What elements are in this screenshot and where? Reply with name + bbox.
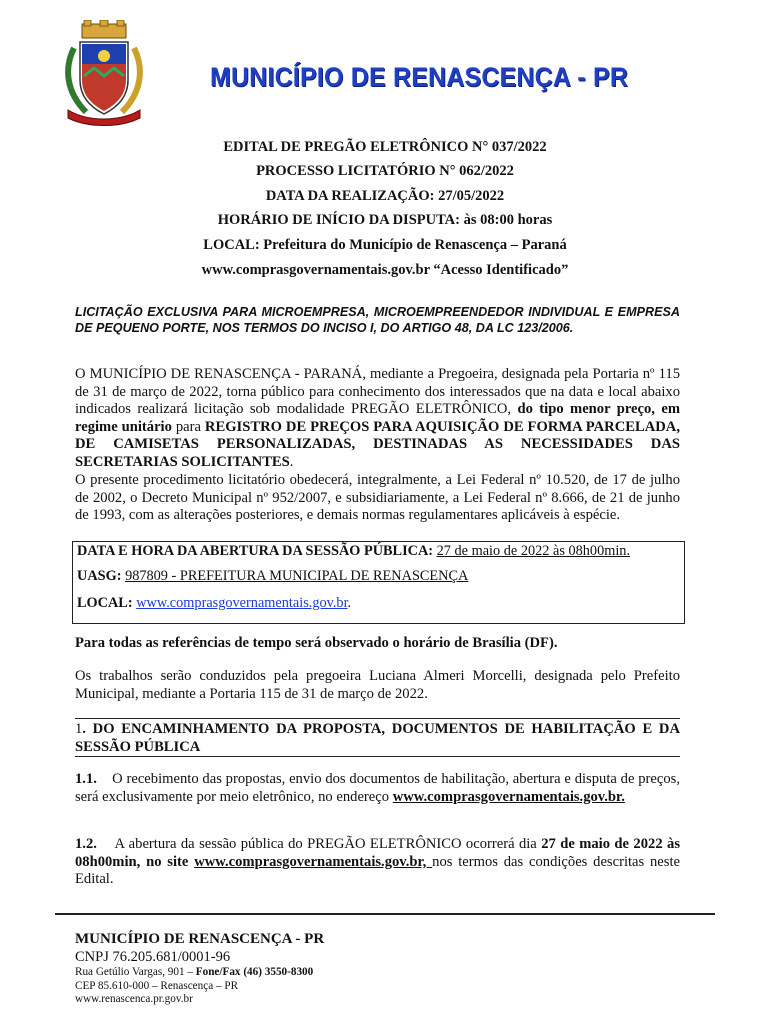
legal-basis-paragraph: O presente procedimento licitatório obedecerá, integralmente, a Lei Federal nº 10.520, de 17 de julho de 2002, o Decreto Municipal nº 952/2007, e subsidiariamente, a Lei Federal nº 8.666, de 21 de junho de 1993, com as alterações posteriores, e demais normas regulamentares aplicáveis à espécie.: [75, 472, 680, 524]
uasg-label: UASG:: [77, 568, 122, 584]
item-1-1-link[interactable]: www.comprasgovernamentais.gov.br: [392, 788, 622, 805]
footer-site: www.renascenca.pr.gov.br: [75, 993, 193, 1005]
item-1-1-suffix: .: [621, 788, 625, 805]
time-reference-note: Para todas as referências de tempo será observado o horário de Brasília (DF).: [75, 635, 558, 651]
session-local-label: LOCAL:: [77, 595, 133, 611]
item-1-1-text: O recebimento das propostas, envio dos documentos de habilitação, abertura e disputa de preços, será exclusivamente por meio eletrônico, no endereço: [75, 771, 680, 805]
intro-text-3: .: [289, 453, 294, 470]
session-local-suffix: .: [347, 595, 352, 611]
item-1-2-number: 1.2.: [75, 836, 97, 852]
session-info-box: [72, 541, 685, 624]
realization-date: DATA DA REALIZAÇÃO: 27/05/2022: [265, 188, 505, 204]
footer-phone: Fone/Fax (46) 3550-8300: [195, 966, 314, 978]
conduct-paragraph: Os trabalhos serão conduzidos pela pregoeira Luciana Almeri Morcelli, designada pelo Prefeito Municipal, mediante a Portaria 115 de 31 de março de 2022.: [75, 668, 680, 702]
letterhead: [60, 20, 680, 130]
footer-address-line: [75, 966, 575, 980]
uasg-value: 987809 - PREFEITURA MUNICIPAL DE RENASCENÇA: [125, 568, 469, 584]
item-1-2-bold: 27 de maio de 2022 às 08h00min, no site: [75, 836, 680, 870]
item-1-1: [75, 771, 680, 806]
section-1-number: 1: [75, 721, 83, 737]
municipality-banner-title: MUNICÍPIO DE RENASCENÇA - PR: [210, 62, 629, 92]
coat-of-arms-icon: [60, 20, 148, 128]
footer: [75, 931, 575, 1007]
item-1-2-text-1: A abertura da sessão pública do PREGÃO ELETRÔNICO ocorrerá dia: [114, 836, 542, 852]
intro-text-2: para: [171, 418, 205, 435]
footer-municipality: MUNICÍPIO DE RENASCENÇA - PR: [75, 931, 325, 947]
footer-divider: [55, 913, 715, 915]
exclusive-bidding-notice: LICITAÇÃO EXCLUSIVA PARA MICROEMPRESA, MICROEMPREENDEDOR INDIVIDUAL E EMPRESA DE PEQUENO PORTE, NOS TERMOS DO INCISO I, DO ARTIGO 48, DA LC 123/2006.: [75, 305, 680, 335]
edital-number: EDITAL DE PREGÃO ELETRÔNICO N° 037/2022: [223, 139, 547, 155]
session-local-link[interactable]: www.comprasgovernamentais.gov.br: [136, 595, 348, 611]
footer-address: Rua Getúlio Vargas, 901 –: [75, 966, 196, 978]
footer-cep: CEP 85.610-000 – Renascença – PR: [75, 979, 239, 992]
intro-text-1: O MUNICÍPIO DE RENASCENÇA - PARANÁ, mediante a Pregoeira, designada pela Portaria nº 115 de 31 de março de 2022, torna público para conhecimento dos interessados que na data e local abaixo indicados realizará licitação sob modalidade PREGÃO ELETRÔNICO,: [75, 366, 680, 418]
item-1-1-number: 1.1.: [75, 771, 97, 787]
process-number: PROCESSO LICITATÓRIO N° 062/2022: [256, 163, 514, 179]
session-datetime-value: 27 de maio de 2022 às 08h00min.: [436, 543, 631, 559]
item-1-2-link[interactable]: www.comprasgovernamentais.gov.br,: [194, 853, 433, 870]
footer-cnpj: CNPJ 76.205.681/0001-96: [75, 949, 231, 965]
section-1-title: [75, 718, 680, 757]
item-1-2-text-2: nos termos das condições descritas neste Edital.: [75, 853, 680, 888]
intro-bold-object: REGISTRO DE PREÇOS PARA AQUISIÇÃO DE FORMA PARCELADA, DE CAMISETAS PERSONALIZADAS, DESTINADAS AS NECESSIDADES DAS SECRETARIAS SOLICITANTES: [75, 418, 680, 470]
session-datetime-line: [77, 543, 630, 560]
item-1-2: [75, 836, 680, 889]
intro-paragraph: [75, 366, 680, 472]
intro-bold-type: do tipo menor preço, em regime unitário: [75, 401, 680, 435]
website-line: www.comprasgovernamentais.gov.br “Acesso Identificado”: [201, 262, 569, 278]
section-1-heading: . DO ENCAMINHAMENTO DA PROPOSTA, DOCUMENTOS DE HABILITAÇÃO E DA SESSÃO PÚBLICA: [75, 721, 680, 755]
session-datetime-label: DATA E HORA DA ABERTURA DA SESSÃO PÚBLICA:: [77, 543, 434, 559]
dispute-start-time: HORÁRIO DE INÍCIO DA DISPUTA: às 08:00 horas: [217, 212, 553, 228]
session-local-line: [77, 595, 351, 612]
uasg-line: [77, 568, 468, 585]
location-line: LOCAL: Prefeitura do Município de Renascença – Paraná: [203, 237, 567, 253]
